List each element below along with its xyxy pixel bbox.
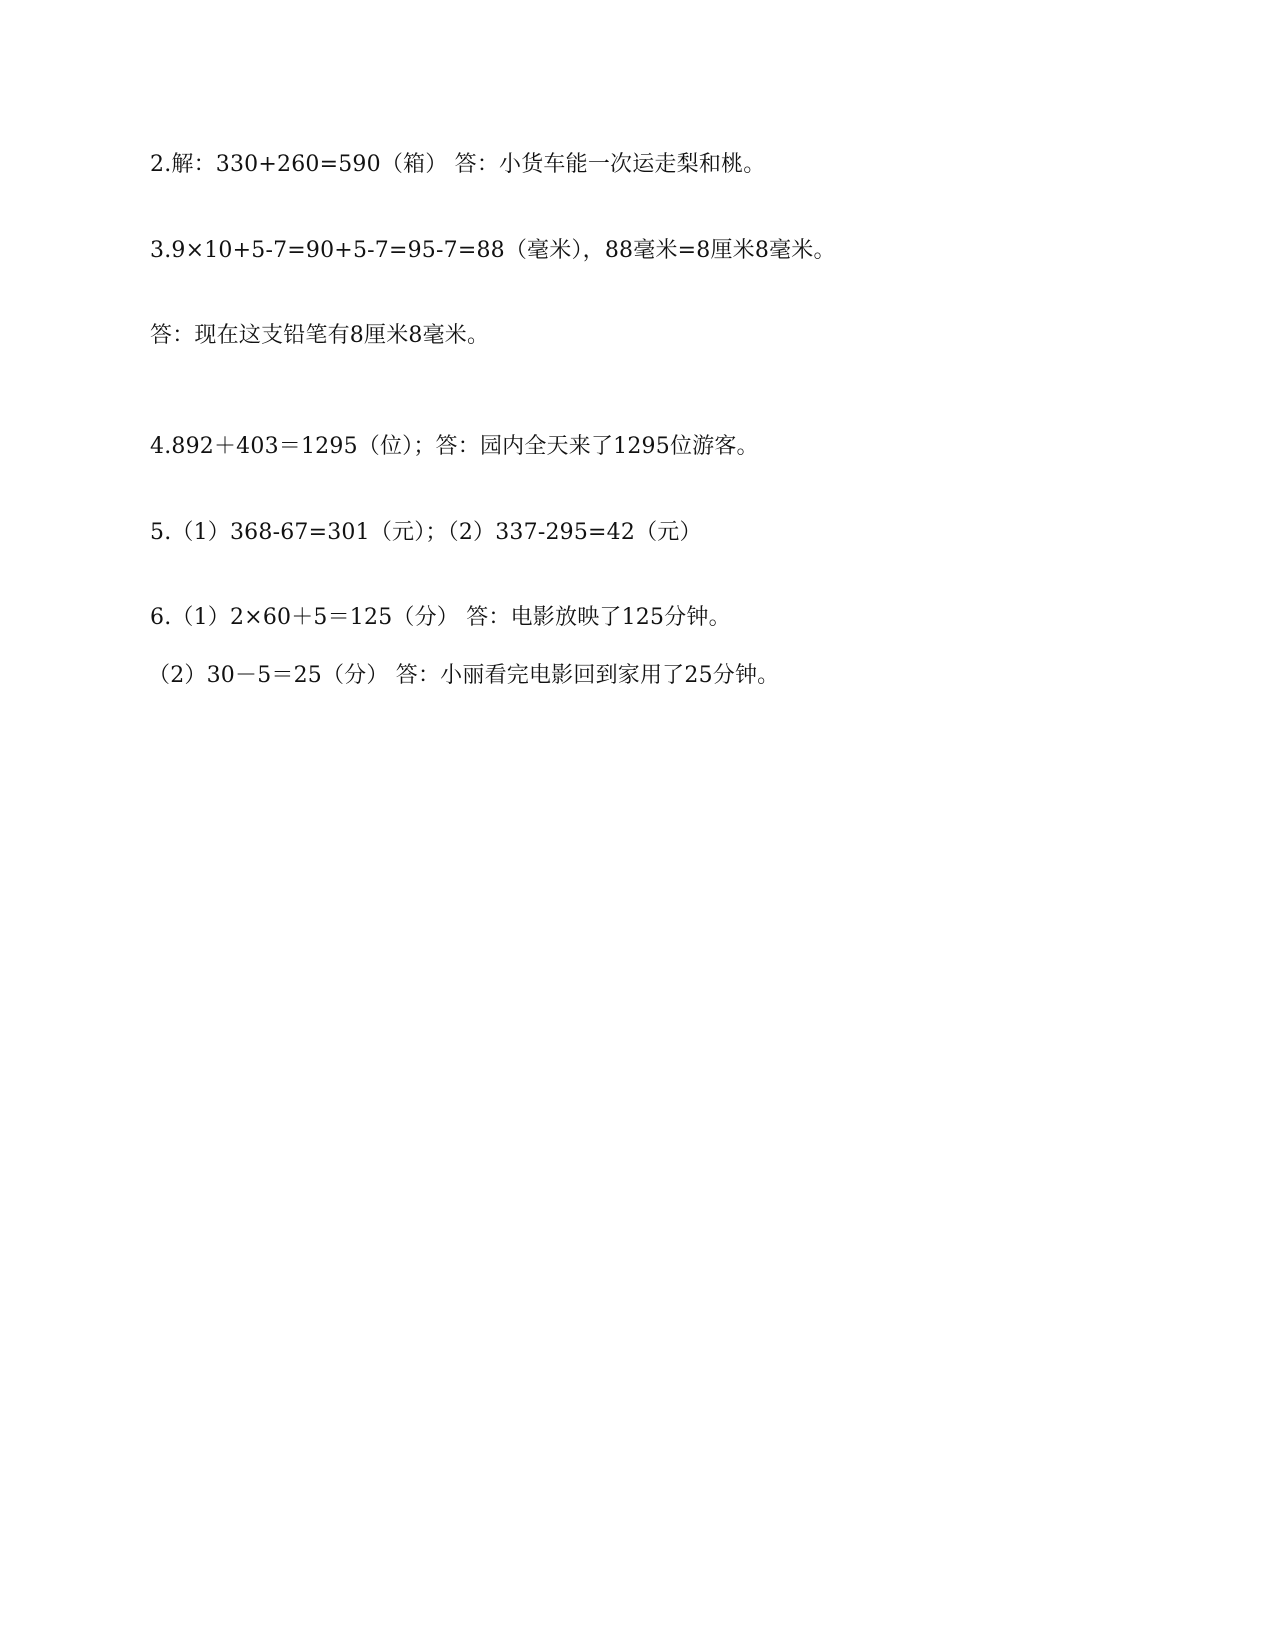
answer-line-6-part-2: （2）30－5＝25（分） 答：小丽看完电影回到家用了25分钟。 — [148, 663, 780, 688]
answer-line-6-part-1: 6.（1）2×60＋5＝125（分） 答：电影放映了125分钟。 — [150, 605, 731, 630]
answer-line-2: 2.解：330+260=590（箱） 答：小货车能一次运走梨和桃。 — [150, 152, 766, 177]
answer-line-4: 4.892＋403＝1295（位）；答：园内全天来了1295位游客。 — [150, 434, 759, 459]
answer-line-3-answer: 答：现在这支铅笔有8厘米8毫米。 — [150, 323, 490, 348]
answer-line-3-calculation: 3.9×10+5-7=90+5-7=95-7=88（毫米），88毫米=8厘米8毫米。 — [150, 238, 836, 263]
answer-line-5: 5.（1）368-67=301（元）；（2）337-295=42（元） — [150, 520, 702, 545]
